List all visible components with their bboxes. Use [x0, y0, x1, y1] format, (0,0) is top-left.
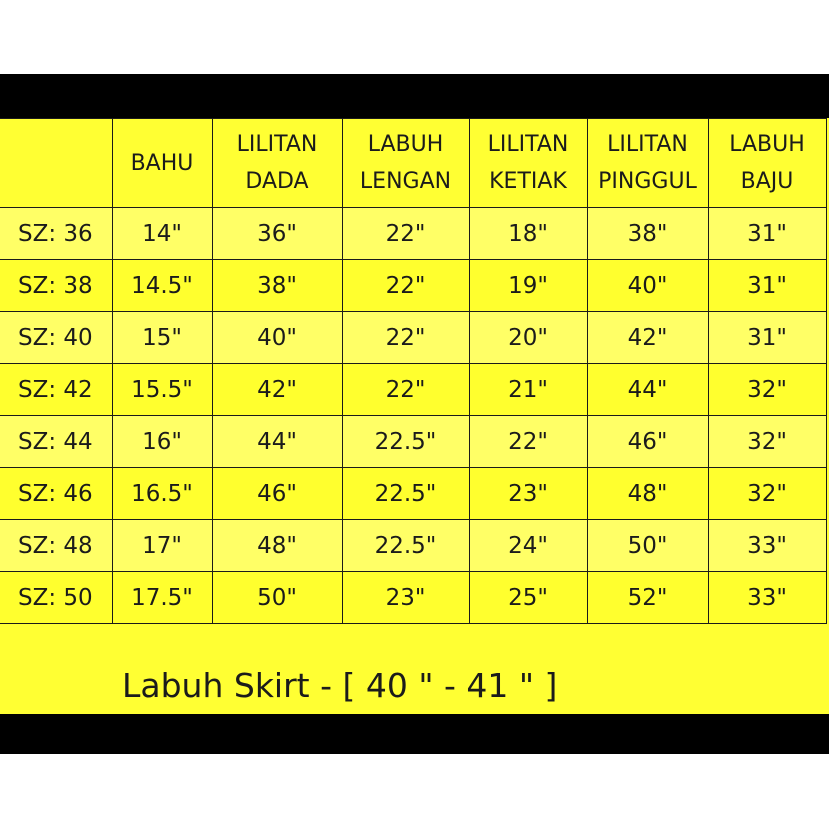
table-row	[0, 312, 826, 364]
header-lilitan-pinggul: LILITAN PINGGUL	[587, 119, 708, 208]
measurement-cell: 23"	[469, 468, 587, 520]
measurement-cell: 16"	[112, 416, 212, 468]
table-row	[0, 208, 826, 260]
measurement-cell: 38"	[212, 260, 342, 312]
table-row	[0, 364, 826, 416]
measurement-cell: 31"	[708, 260, 826, 312]
table-row	[0, 520, 826, 572]
size-label: SZ: 44	[0, 416, 112, 468]
measurement-cell: 46"	[587, 416, 708, 468]
size-label: SZ: 38	[0, 260, 112, 312]
measurement-cell: 19"	[469, 260, 587, 312]
header-lilitan-ketiak: LILITAN KETIAK	[469, 119, 587, 208]
table-row	[0, 468, 826, 520]
measurement-cell: 15"	[112, 312, 212, 364]
header-lilitan-dada: LILITAN DADA	[212, 119, 342, 208]
measurement-cell: 16.5"	[112, 468, 212, 520]
measurement-cell: 44"	[587, 364, 708, 416]
header-row	[0, 119, 826, 208]
size-chart-table	[0, 118, 827, 624]
measurement-cell: 22.5"	[342, 520, 469, 572]
measurement-cell: 48"	[212, 520, 342, 572]
measurement-cell: 44"	[212, 416, 342, 468]
measurement-cell: 22"	[469, 416, 587, 468]
measurement-cell: 42"	[212, 364, 342, 416]
measurement-cell: 21"	[469, 364, 587, 416]
header-labuh-baju: LABUH BAJU	[708, 119, 826, 208]
measurement-cell: 15.5"	[112, 364, 212, 416]
measurement-cell: 14.5"	[112, 260, 212, 312]
header-bahu: BAHU	[112, 119, 212, 208]
measurement-cell: 46"	[212, 468, 342, 520]
table-row	[0, 260, 826, 312]
measurement-cell: 18"	[469, 208, 587, 260]
measurement-cell: 17"	[112, 520, 212, 572]
measurement-cell: 42"	[587, 312, 708, 364]
measurement-cell: 48"	[587, 468, 708, 520]
measurement-cell: 25"	[469, 572, 587, 624]
measurement-cell: 31"	[708, 208, 826, 260]
top-black-bar	[0, 74, 829, 119]
table-row	[0, 416, 826, 468]
size-label: SZ: 36	[0, 208, 112, 260]
measurement-cell: 36"	[212, 208, 342, 260]
labuh-skirt-note: Labuh Skirt - [ 40 " - 41 " ]	[122, 666, 558, 705]
measurement-cell: 33"	[708, 572, 826, 624]
table-row	[0, 572, 826, 624]
size-label: SZ: 48	[0, 520, 112, 572]
size-label: SZ: 42	[0, 364, 112, 416]
measurement-cell: 14"	[112, 208, 212, 260]
measurement-cell: 32"	[708, 468, 826, 520]
measurement-cell: 22.5"	[342, 468, 469, 520]
measurement-cell: 20"	[469, 312, 587, 364]
size-label: SZ: 46	[0, 468, 112, 520]
measurement-cell: 33"	[708, 520, 826, 572]
measurement-cell: 32"	[708, 364, 826, 416]
measurement-cell: 22"	[342, 260, 469, 312]
header-corner	[0, 119, 112, 208]
measurement-cell: 23"	[342, 572, 469, 624]
size-label: SZ: 50	[0, 572, 112, 624]
measurement-cell: 38"	[587, 208, 708, 260]
bottom-black-bar	[0, 714, 829, 754]
header-labuh-lengan: LABUH LENGAN	[342, 119, 469, 208]
measurement-cell: 40"	[587, 260, 708, 312]
measurement-cell: 22"	[342, 208, 469, 260]
measurement-cell: 22.5"	[342, 416, 469, 468]
measurement-cell: 32"	[708, 416, 826, 468]
measurement-cell: 50"	[212, 572, 342, 624]
size-label: SZ: 40	[0, 312, 112, 364]
measurement-cell: 22"	[342, 312, 469, 364]
measurement-cell: 22"	[342, 364, 469, 416]
measurement-cell: 40"	[212, 312, 342, 364]
measurement-cell: 24"	[469, 520, 587, 572]
measurement-cell: 50"	[587, 520, 708, 572]
measurement-cell: 31"	[708, 312, 826, 364]
measurement-cell: 52"	[587, 572, 708, 624]
measurement-cell: 17.5"	[112, 572, 212, 624]
